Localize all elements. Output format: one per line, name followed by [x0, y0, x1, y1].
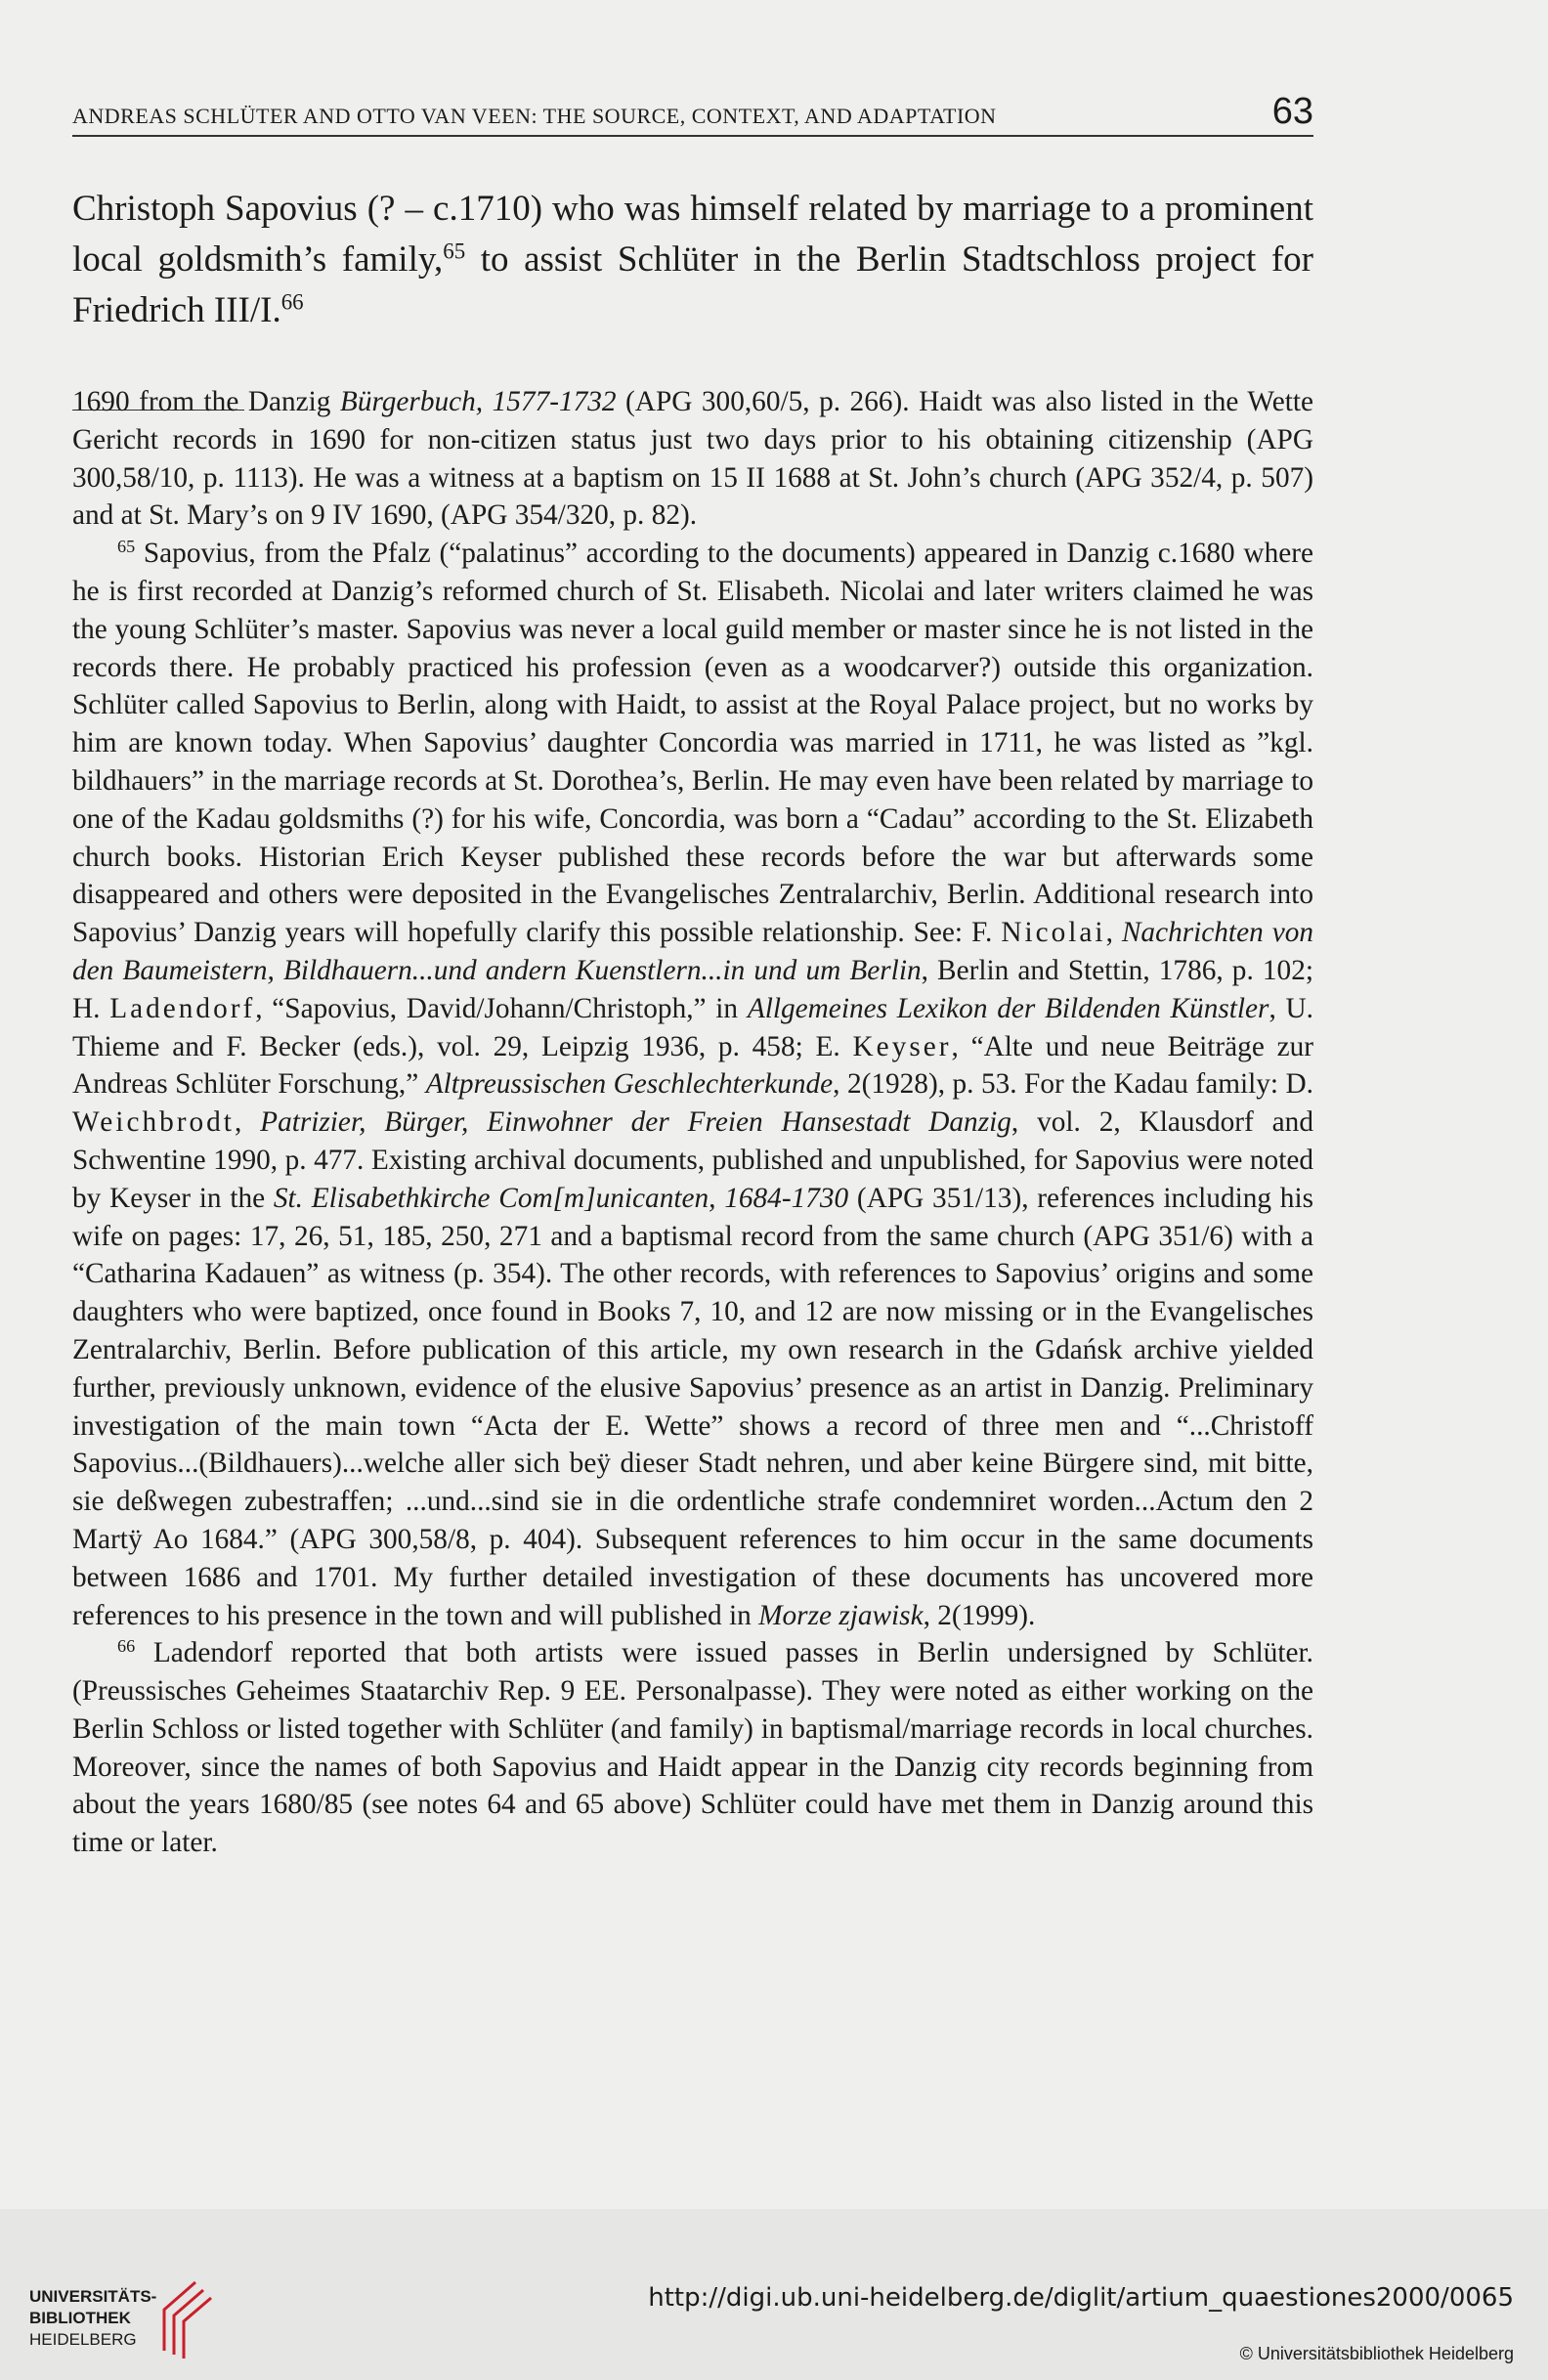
page-number: 63: [1271, 91, 1313, 132]
footnote-number: 66: [117, 1636, 136, 1657]
logo-line-1: UNIVERSITÄTS-: [29, 2287, 157, 2306]
permalink-url[interactable]: http://digi.ub.uni-heidelberg.de/diglit/artium_quaestiones2000/0065: [648, 2283, 1514, 2313]
footnote-64-continued: 1690 from the Danzig Bürgerbuch, 1577-1732 (APG 300,60/5, p. 266). Haidt was also listed in the Wette Gericht records in 1690 for non-citizen status just two days prior to his obtaining citizenship (APG 300,58/10, p. 1113). He was a witness at a baptism on 15 II 1688 at St. John’s church (APG 352/4, p. 507) and at St. Mary’s on 9 IV 1690, (APG 354/320, p. 82).: [72, 386, 1313, 532]
library-logo-text: [29, 2286, 156, 2351]
library-logo-icon: [156, 2272, 215, 2360]
logo-line-3: HEIDELBERG: [29, 2330, 137, 2349]
footnote-66: $^{66}$ Ladendorf reported that both artists were issued passes in Berlin undersigned by Schlüter. (Preussisches Geheimes Staatarchiv Rep. 9 EE. Personalpasse). They were noted as either working on the Berlin Schloss or listed together with Schlüter (and family) in baptismal/marriage records in local churches. Moreover, since the names of both Sapovius and Haidt appear in the Danzig city records beginning from about the years 1680/85 (see notes 64 and 65 above) Schlüter could have met them in Danzig around this time or later.: [72, 1636, 1313, 1859]
body-paragraph: [72, 184, 1313, 336]
main-text: [72, 184, 1313, 336]
copyright-notice: © Universitätsbibliothek Heidelberg: [1239, 2344, 1514, 2363]
main-text-part: to assist Schlüter in the Berlin Stadtschloss project for Friedrich III/I.: [72, 239, 1314, 330]
footnote-ref-66[interactable]: 66: [280, 289, 304, 315]
footnote-ref-65[interactable]: 65: [443, 238, 466, 264]
footnote-number: 65: [117, 537, 136, 557]
running-head: [72, 91, 1313, 137]
library-logo[interactable]: [29, 2272, 225, 2360]
main-text-part: Christoph Sapovius (? – c.1710) who was himself related by marriage to a prominent local goldsmith’s family,: [72, 189, 1313, 280]
footnotes: [72, 383, 1313, 1862]
footnote-65: $^{65}$ Sapovius, from the Pfalz (“palatinus” according to the documents) appeared in Danzig c.1680 where he is first recorded at Danzig’s reformed church of St. Elisabeth. Nicolai and later writers claimed he was the young Schlüter’s master. Sapovius was never a local guild member or master since he is not listed in the records there. He probably practiced his profession (even as a woodcarver?) outside this organization. Schlüter called Sapovius to Berlin, along with Haidt, to assist at the Royal Palace project, but no works by him are known today. When Sapovius’ daughter Concordia was married in 1711, he was listed as ”kgl. bildhauers” in the marriage records at St. Dorothea’s, Berlin. He may even have been related by marriage to one of the Kadau goldsmiths (?) for his wife, Concordia, was born a “Cadau” according to the St. Elizabeth church books. Historian Erich Keyser published these records before the war but afterwards some disappeared and others were deposited in the Evangelisches Zentralarchiv, Berlin. Additional research into Sapovius’ Danzig years will hopefully clarify this possible relationship. See: F. Nicolai, Nachrichten von den Baumeistern, Bildhauern...und andern Kuenstlern...in und um Berlin, Berlin and Stettin, 1786, p. 102; H. Ladendorf, “Sapovius, David/Johann/Christoph,” in Allgemeines Lexikon der Bildenden Künstler, U. Thieme and F. Becker (eds.), vol. 29, Leipzig 1936, p. 458; E. Keyser, “Alte und neue Beiträge zur Andreas Schlüter Forschung,” Altpreussischen Geschlechterkunde, 2(1928), p. 53. For the Kadau family: D. Weichbrodt, Patrizier, Bürger, Einwohner der Freien Hansestadt Danzig, vol. 2, Klausdorf and Schwentine 1990, p. 477. Existing archival documents, published and unpublished, for Sapovius were noted by Keyser in the St. Elisabethkirche Com[m]unicanten, 1684-1730 (APG 351/13), references including his wife on pages: 17, 26, 51, 185, 250, 271 and a baptismal record from the same church (APG 351/6) with a “Catharina Kadauen” as witness (p. 354). The other records, with references to Sapovius’ origins and some daughters who were baptized, once found in Books 7, 10, and 12 are now missing or in the Evangelisches Zentralarchiv, Berlin. Before publication of this article, my own research in the Gdańsk archive yielded further, previously unknown, evidence of the elusive Sapovius’ presence as an artist in Danzig. Preliminary investigation of the main town “Acta der E. Wette” shows a record of three men and “...Christoff Sapovius...(Bildhauers)...welche aller sich beÿ dieser Stadt nehren, und aber keine Bürgere sind, mit bitte, sie deßwegen zubestraffen; ...und...sind sie in die ordentliche strafe condemniret worden...Actum den 2 Martÿ Ao 1684.” (APG 300,58/8, p. 404). Subsequent references to him occur in the same documents between 1686 and 1701. My further detailed investigation of these documents has uncovered more references to his presence in the town and will published in Morze zjawisk, 2(1999).: [72, 537, 1314, 1631]
running-title: ANDREAS SCHLÜTER AND OTTO VAN VEEN: THE SOURCE, CONTEXT, AND ADAPTATION: [72, 104, 997, 128]
logo-line-2: BIBLIOTHEK: [29, 2309, 131, 2327]
